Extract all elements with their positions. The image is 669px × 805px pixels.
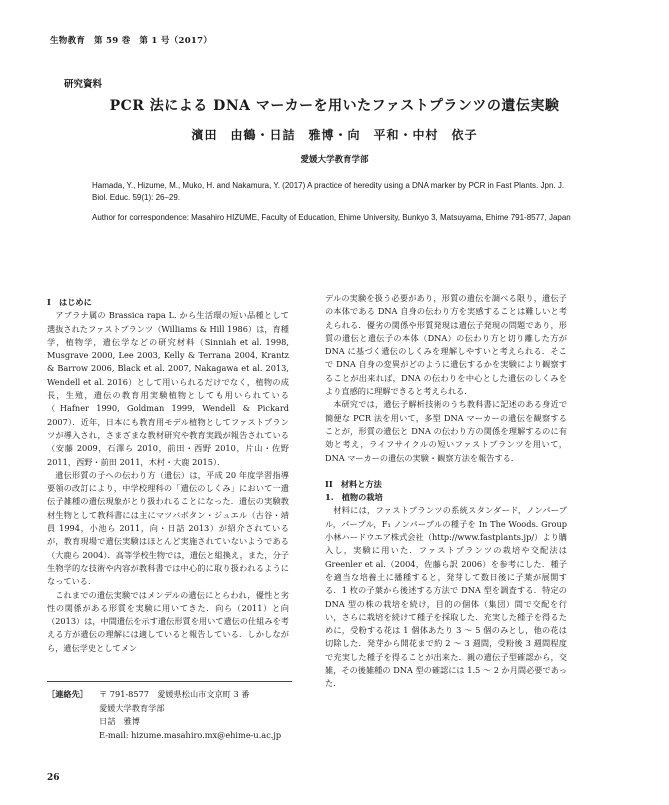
section-heading-introduction: I はじめに	[47, 297, 92, 307]
paragraph: 本研究では，遺伝子解析技術のうち教科書に記述のある身近で簡便な PCR 法を用いて，多型 DNA マーカーの遺伝を観察することが，形質の遺伝と DNA の伝わり方の関係を理解するのに有効と考え，ライフサイクルの短いファストプランツを用いて，DNA マーカーの遺伝の実験・観察方法を報告する．	[325, 399, 567, 463]
paragraph: これまでの遺伝実験ではメンデルの遺伝にとらわれ，優性と劣性の関係がある形質を実験に用いてきた．向ら（2011）と向（2013）は，中間遺伝を示す遺伝形質を用いて遺伝の仕組みを考える方が遺伝の理解には適していると報告している．しかしながら，遺伝学史としてメン	[47, 589, 289, 653]
correspondence: Author for correspondence: Masahiro HIZUME, Faculty of Education, Ehime University, Bunkyo 3, Matsuyama, Ehime 791-8577, Japan	[92, 213, 571, 222]
footnote-email: E-mail: hizume.masahiro.mx@ehime-u.ac.jp	[99, 729, 282, 740]
article-title: PCR 法による DNA マーカーを用いたファストプランツの遺伝実験	[109, 98, 560, 114]
footnote-address: 〒 791-8577 愛媛県松山市文京町 3 番	[99, 689, 250, 699]
affiliation: 愛媛大学教育学部	[300, 155, 369, 165]
page-number: 26	[47, 773, 60, 783]
footnote-name: 日詰 雅博	[99, 716, 140, 726]
paragraph: 遺伝形質の子への伝わり方（遺伝）は，平成 20 年度学習指導要領の改訂により，中学校理科の「遺伝のしくみ」において一遺伝子雑種の遺伝現象がとり扱われることになった．遺伝の実験教材生物として教科書には主にマツバボタン・ジュエル（古谷・靖員 1994，小池ら 2011，向・日詰 2013）が紹介されているが，教育現場で遺伝実験はほとんど実施されていないようである（大鹿ら 2004）．高等学校生物では，遺伝と組換え，また，分子生物学的な技術や内容が教科書では中心的に取り扱われるようになっている．	[47, 469, 289, 587]
running-head: 生物教育 第 59 巻 第 1 号（2017）	[50, 36, 213, 46]
paragraph: デルの実験を扱う必要があり，形質の遺伝を調べる限り，遺伝子の本体である DNA 自身の伝わり方を実感することは難しいと考えられる．優劣の関係や形質発現は遺伝子発現の問題であり，形質の遺伝と遺伝子の本体（DNA）の伝わり方と切り離した方が DNA に基づく遺伝のしくみを理解しやすいと考えられる．そこで DNA 自身の変異がどのように遺伝するかを実験により観察することが出来れば，DNA の伝わりを中心とした遺伝のしくみをより直感的に理解できると考えられる．	[325, 293, 567, 397]
footnote-department: 愛媛大学教育学部	[99, 702, 165, 713]
english-citation: Hamada, Y., Hizume, M., Muko, H. and Nakamura, Y. (2017) A practice of heredity using a DNA marker by PCR in Fast Plants. Jpn. J. Biol. Educ. 59(1): 26–29.	[92, 181, 565, 202]
section-heading-materials-methods: II 材料と方法	[325, 478, 382, 489]
left-column	[47, 296, 289, 655]
footnote-label: ［連絡先］	[47, 689, 88, 699]
contact-footnote	[47, 681, 292, 742]
paragraph: アブラナ属の Brassica rapa L. から生活環の短い品種として選抜されたファストプランツ（Williams & Hill 1986）は，育種学，植物学，遺伝学などの研究材料（Sinniah et al. 1998, Musgrave 2000, Lee 2003, Kelly & Terrana 2004, Krantz & Barrow 2006, Black et al. 2007, Nakagawa et al. 2013, Wendell et al. 2016）として用いられるだけでなく，植物の成長，生殖，遺伝の教育用実験植物としても用いられている（Hafner 1990, Goldman 1999, Wendell & Pickard 2007）．近年，日本にも教育用モデル植物としてファストプランツが導入され，さまざまな教材研究や教育実践が報告されている（安藤 2009，石澤ら 2010，前田・西野 2010，片山・佐野 2011，西野・前田 2011，木村・大鹿 2015）．	[47, 310, 289, 467]
section-label: 研究資料	[64, 79, 103, 90]
right-column	[325, 292, 567, 691]
author-list: 濱田 由鶴・日詰 雅博・向 平和・中村 依子	[191, 128, 478, 142]
paragraph: 材料には，ファストプランツの系統スタンダード，ノンパープル，パープル，F₁ ノンパープルの種子を In The Woods. Group 小林ハードウエア株式会社（http://www.fastplants.jp/）より購入し，実験に用いた．ファストプランツの栽培や交配法は Greenler et al.（2004，佐藤ら訳 2006）を参考にした．種子を適当な培養土に播種すると，発芽して数日後に子葉が展開する．1 枚の子葉から後述する方法で DNA 型を調査する．特定の DNA 型の株の栽培を続け，目的の個体（集団）間で交配を行い，さらに栽培を続けて種子を採取した．充実した種子を得るために，受粉する花は 1 個体あたり 3 ～ 5 個のみとし，他の花は切除した．発芽から開花まで約 2 ～ 3 週間，受粉後 3 週間程度で充実した種子を得ることが出来た．親の遺伝子型確認から，交雑，その後雑種の DNA 型の確認には 1.5 ～ 2 か月間必要であった．	[325, 505, 567, 689]
subsection-heading-cultivation: 1. 植物の栽培	[325, 492, 383, 503]
